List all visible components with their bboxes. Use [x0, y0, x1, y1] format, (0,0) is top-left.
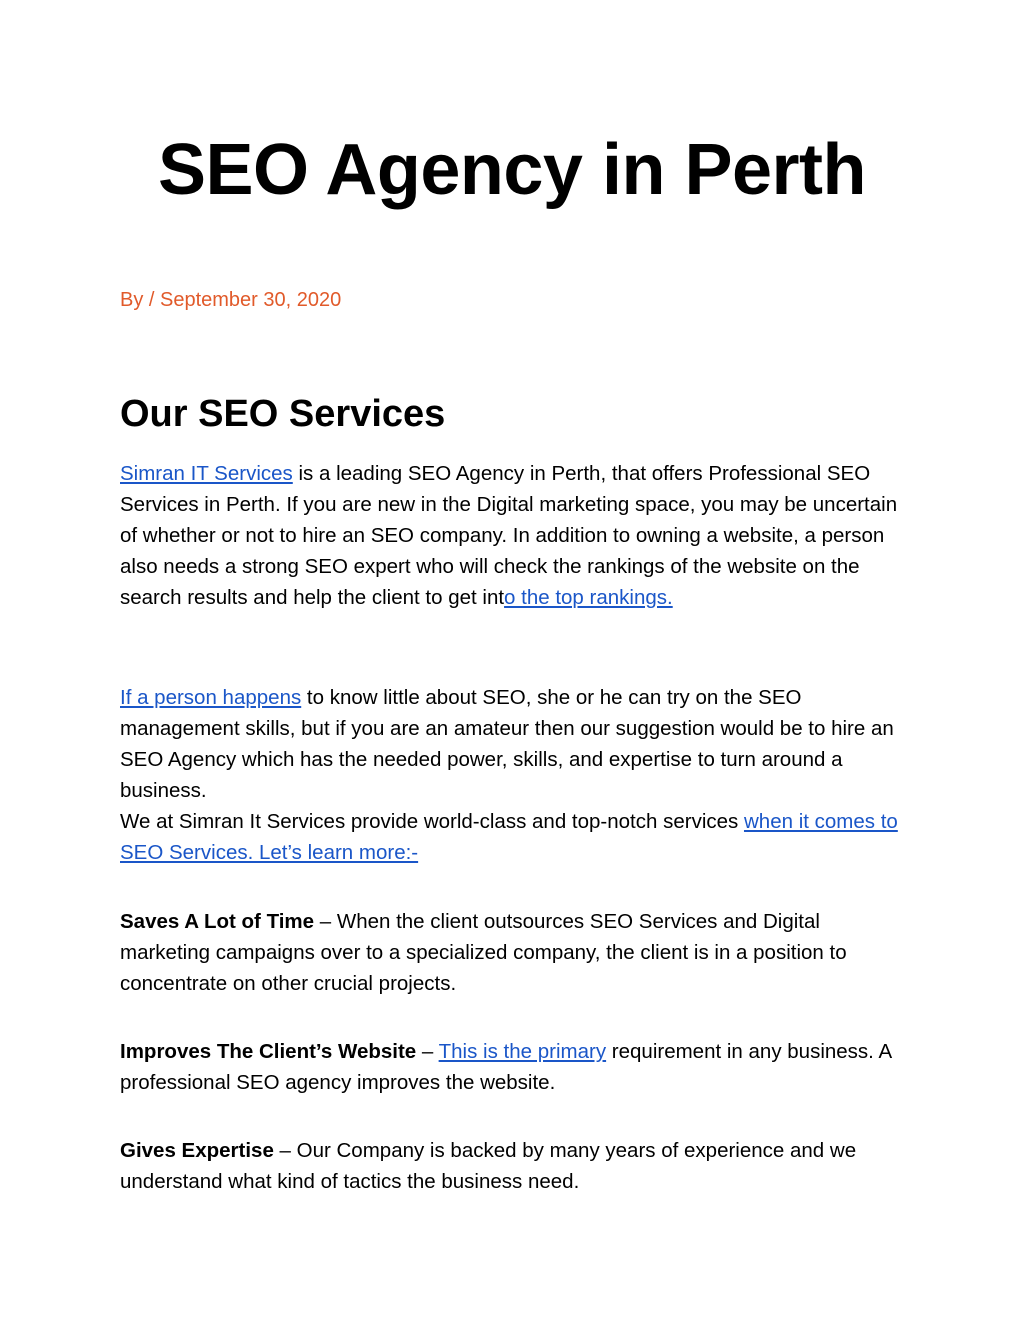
paragraph-text: to know little about SEO, she or he can try on the SEO management skills, but if you are an amateur then our suggestion would be to hire an SEO Agency which has the needed power, skills, and expertise to turn around a business.	[120, 686, 894, 802]
paragraph-amateur	[120, 682, 905, 868]
simran-it-services-link[interactable]: Simran IT Services	[120, 462, 293, 485]
paragraph-text: – Our Company is backed by many years of experience and we understand what kind of tactics the business need.	[120, 1139, 857, 1193]
paragraph-intro	[120, 458, 905, 613]
paragraph-expertise	[120, 1135, 905, 1197]
benefit-heading: Improves The Client’s Website	[120, 1040, 417, 1063]
if-a-person-happens-link[interactable]: If a person happens	[120, 686, 302, 709]
paragraph-text: requirement in any business. A professional SEO agency improves the website.	[120, 1040, 891, 1094]
byline: By / September 30, 2020	[120, 289, 342, 311]
section-heading: Our SEO Services	[120, 393, 446, 435]
benefit-heading: Saves A Lot of Time	[120, 910, 315, 933]
paragraph-text: We at Simran It Services provide world-class and top-notch services	[120, 810, 744, 833]
learn-more-link[interactable]: when it comes to SEO Services. Let’s learn more:-	[120, 810, 898, 864]
paragraph-text: is a leading SEO Agency in Perth, that offers Professional SEO Services in Perth. If you are new in the Digital marketing space, you may be uncertain of whether or not to hire an SEO company. In addition to owning a website, a person also needs a strong SEO expert who will check the rankings of the website on the search results and help the client to get int	[120, 462, 898, 609]
paragraph-text: – When the client outsources SEO Services and Digital marketing campaigns over to a specialized company, the client is in a position to concentrate on other crucial projects.	[120, 910, 847, 995]
benefit-heading: Gives Expertise	[120, 1139, 274, 1162]
page-title: SEO Agency in Perth	[157, 130, 866, 210]
paragraph-improves-website	[120, 1036, 905, 1098]
primary-requirement-link[interactable]: This is the primary	[438, 1040, 607, 1063]
paragraph-saves-time	[120, 906, 905, 999]
paragraph-text: –	[416, 1040, 439, 1063]
top-rankings-link[interactable]: o the top rankings.	[504, 586, 673, 609]
